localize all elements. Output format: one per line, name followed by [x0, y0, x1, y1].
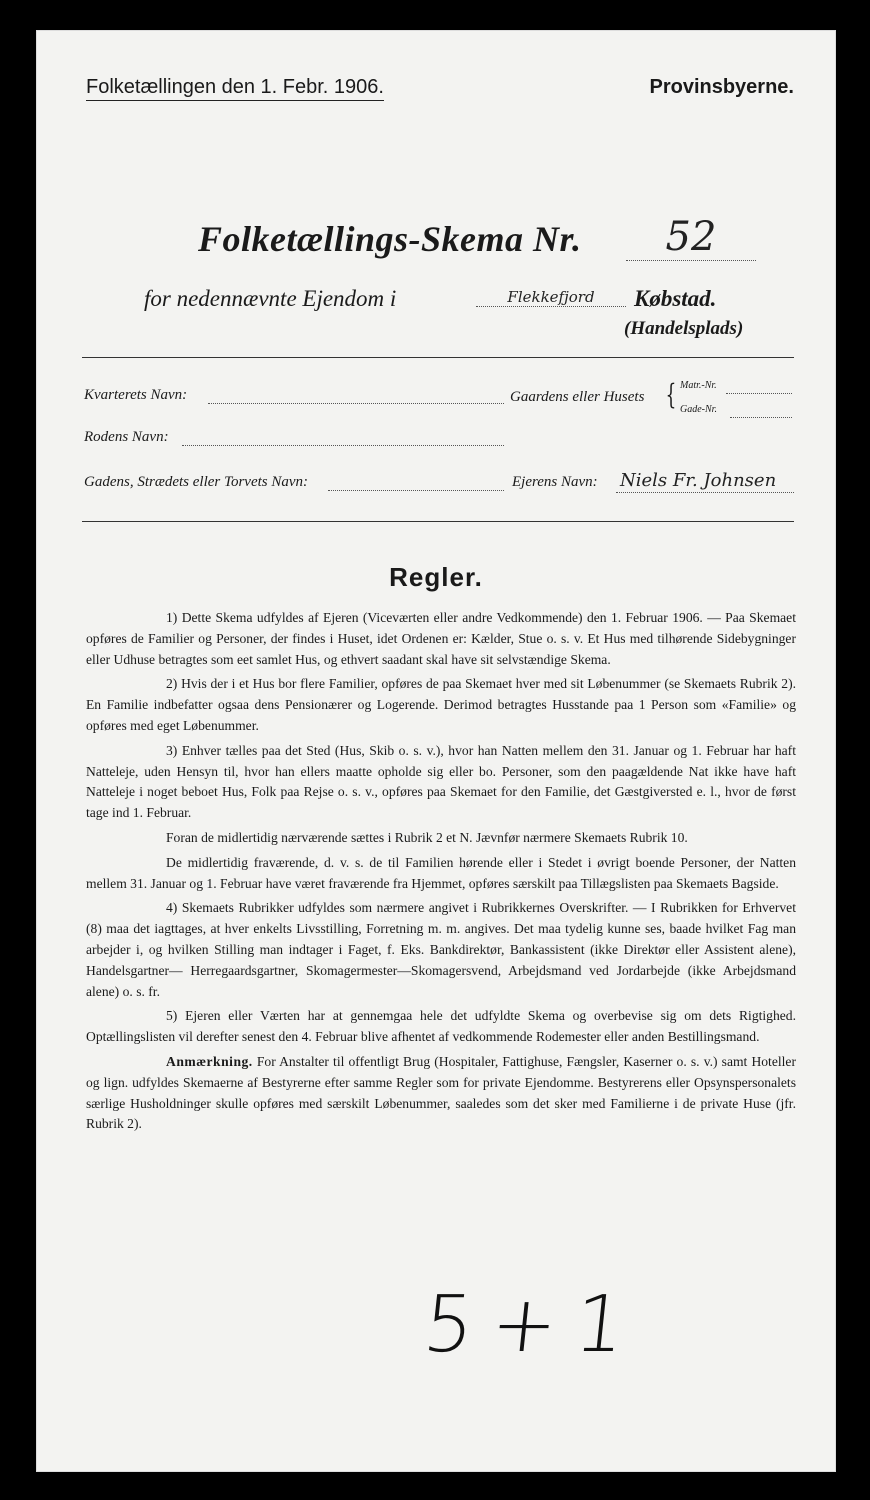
gaard-label: Gaardens eller Husets [510, 389, 645, 405]
rule-paragraph: 1) Dette Skema udfyldes af Ejeren (Viceværten eller andre Vedkommende) den 1. Februar 1906. — Paa Skemaet opføres de Familier og Personer, der findes i Huset, idet Ordenen er: Kælder, Stue o. s. v. Et Hus med tilhørende Sidebygninger eller Udhuse betragtes som eet samlet Hus, og ethvert saadant skal have sit selvstændige Skema. [86, 610, 796, 667]
divider-top [82, 357, 794, 358]
rode-field[interactable] [182, 444, 504, 446]
rule-paragraph: 3) Enhver tælles paa det Sted (Hus, Skib o. s. v.), hvor han Natten mellem den 31. Januar og 1. Februar har haft Natteleje, uden Hensyn til, hvor han ellers maatte opholde sig eller bo. Personer, som den paagældende Nat ikke have haft Natteleje i noget beboet Hus, Folk paa Rejse o. s. v., opføres paa Skemaet for den Familie, det Gæstgiversted e. l., hvor de først tage ind 1. Februar. [86, 742, 796, 821]
divider-bottom [82, 521, 794, 522]
rule-paragraph: 2) Hvis der i et Hus bor flere Familier, opføres de paa Skemaet hver med sit Løbenummer (se Skemaets Rubrik 2). En Familie indbefatter ogsaa dens Pensionærer og Logerende. Derimod betragtes Husstande paa 1 Person som «Familie» og opføres med eget Løbenummer. [86, 676, 796, 733]
kvarter-field[interactable] [208, 402, 504, 404]
kvarter-label: Kvarterets Navn: [84, 387, 188, 403]
region-header: Provinsbyerne. [649, 76, 794, 98]
rules-heading: Regler. [389, 562, 483, 592]
rule-paragraph: Foran de midlertidig nærværende sættes i Rubrik 2 et N. Jævnfør nærmere Skemaets Rubrik 10. [166, 829, 688, 845]
matr-label: Matr.-Nr. [680, 380, 717, 391]
census-form-page [36, 30, 836, 1472]
property-line-prefix: for nedennævnte Ejendom i [144, 286, 397, 311]
rode-label: Rodens Navn: [84, 429, 169, 445]
gade-nr-field[interactable] [730, 416, 792, 418]
ejer-label: Ejerens Navn: [512, 474, 598, 490]
rules-body [86, 608, 796, 1139]
rule-paragraph: 5) Ejeren eller Værten har at gennemgaa hele det udfyldte Skema og overbevise sig om dets Rigtighed. Optællingslisten vil derefter senest den 4. Februar blive afhentet af vedkommende Rodemester eller anden Bestillingsmand. [86, 1008, 796, 1045]
town-name-value: Flekkefjord [476, 288, 626, 307]
owner-name-value: Niels Fr. Johnsen [620, 470, 777, 491]
brace-icon: { [665, 378, 677, 411]
form-title: Folketællings-Skema Nr. [198, 219, 582, 259]
note-text: For Anstalter til offentligt Brug (Hospitaler, Fattighuse, Fængsler, Kaserner o. s. v.) samt Hoteller og lign. udfyldes Skemaerne af Bestyrerne efter samme Regler som for private Ejendomme. Bestyrerens eller Opsynspersonalets særlige Husholdninger skulle opføres med særskilt Løbenummer, saaledes som det sker med Familierne i de private Huse (jfr. Rubrik 2). [86, 1053, 796, 1132]
gade-field[interactable] [328, 489, 504, 491]
pencil-annotation: 5+1 [419, 1280, 648, 1370]
form-number-value: 52 [626, 214, 756, 261]
gade-label: Gadens, Strædets eller Torvets Navn: [84, 474, 309, 490]
census-date-header: Folketællingen den 1. Febr. 1906. [86, 76, 384, 101]
note-label: Anmærkning. [166, 1053, 253, 1069]
handelsplads-label: (Handelsplads) [624, 318, 744, 339]
ejer-field[interactable] [616, 491, 794, 493]
matr-field[interactable] [726, 392, 792, 394]
gade-nr-label: Gade-Nr. [680, 404, 717, 415]
rule-paragraph: 4) Skemaets Rubrikker udfyldes som nærmere angivet i Rubrikkernes Overskrifter. — I Rubrikken for Erhvervet (8) maa det iagttages, at hver enkelts Livsstilling, Forretning m. m. angives. Det maa tydelig kunne ses, baade hvilket Fag man arbejder i, og hvilken Stilling man indtager i Faget, f. Eks. Bankdirektør, Bankassistent (ikke Direktør eller Assistent alene), Handelsgartner— Herregaardsgartner, Skomagermester—Skomagersvend, Arbejdsmand ved Jordarbejde (ikke Arbejdsmand alene) o. s. fr. [86, 900, 796, 999]
note-paragraph [86, 1052, 796, 1135]
rule-paragraph: De midlertidig fraværende, d. v. s. de til Familien hørende eller i Stedet i øvrigt boende Personer, der Natten mellem 31. Januar og 1. Februar have været fraværende fra Hjemmet, opføres særskilt paa Tillægslisten paa Skemaets Bagside. [86, 854, 796, 891]
kobstad-label: Købstad. [634, 286, 717, 311]
